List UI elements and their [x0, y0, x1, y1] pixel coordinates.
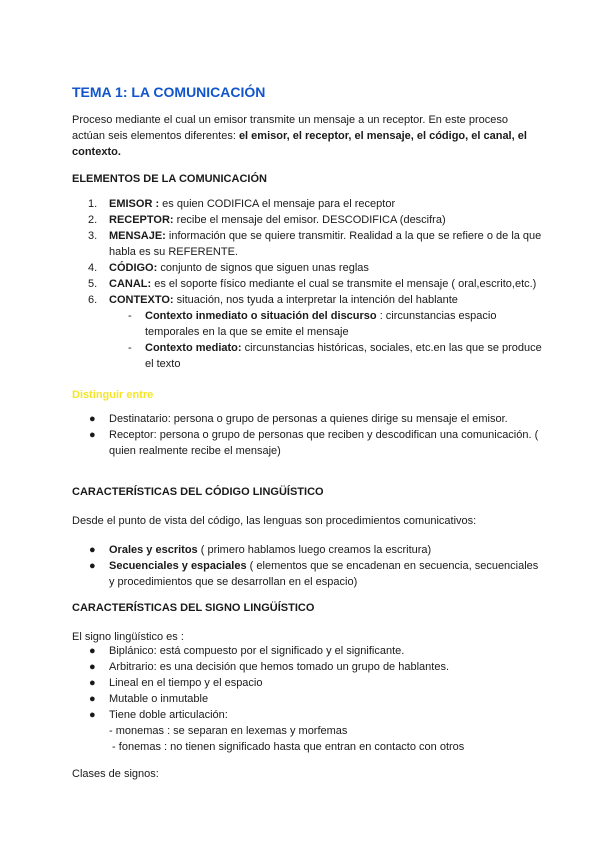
item-text: recibe el mensaje del emisor. DESCODIFICA (descifra): [173, 214, 446, 226]
code-list: [72, 542, 542, 590]
intro-paragraph: [72, 112, 542, 160]
distinguish-heading: Distinguir entre: [72, 389, 154, 401]
item-term: RECEPTOR:: [109, 214, 174, 226]
list-item: [72, 260, 542, 276]
bullet-icon: ●: [89, 413, 96, 425]
page-title: TEMA 1: LA COMUNICACIÓN: [72, 84, 266, 100]
intro-bold: el emisor, el receptor, el mensaje, el código, el canal, el contexto.: [72, 130, 527, 158]
sign-intro: El signo lingüístico es :: [72, 631, 184, 643]
list-item: [72, 276, 542, 292]
sign-list: [72, 643, 542, 755]
sub-item-term: Contexto inmediato o situación del discurso: [145, 310, 377, 322]
list-item: [72, 196, 542, 212]
code-heading: CARACTERÍSTICAS DEL CÓDIGO LINGÜÍSTICO: [72, 486, 324, 498]
sub-item-text: circunstancias históricas, sociales, etc.en las que se produce el texto: [145, 342, 542, 370]
bullet-icon: ●: [89, 677, 96, 689]
sub-item-term: Contexto mediato:: [145, 342, 242, 354]
list-item: [72, 212, 542, 228]
item-number: 5.: [88, 278, 98, 290]
item-term: Orales y escritos: [109, 544, 198, 556]
elements-list: [72, 196, 542, 372]
classes-heading: Clases de signos:: [72, 768, 159, 780]
articulation-fonemas: - fonemas : no tienen significado hasta que entran en contacto con otros: [109, 741, 465, 753]
list-item: [72, 675, 542, 691]
bullet-icon: ●: [89, 709, 96, 721]
list-item: [72, 542, 542, 558]
item-text: Destinatario: persona o grupo de personas a quienes dirige su mensaje el emisor.: [109, 413, 508, 425]
item-number: 1.: [88, 198, 98, 210]
sub-item-text: : circunstancias espacio temporales en la que se emite el mensaje: [145, 310, 497, 338]
list-item: [72, 292, 542, 308]
item-number: 3.: [88, 230, 98, 242]
item-text: Biplánico: está compuesto por el significado y el significante.: [109, 645, 405, 657]
item-text: Mutable o inmutable: [109, 693, 209, 705]
list-item: [72, 427, 542, 459]
list-item: [72, 691, 542, 707]
list-item: [72, 707, 542, 723]
item-term: CONTEXTO:: [109, 294, 174, 306]
item-term: Secuenciales y espaciales: [109, 560, 247, 572]
item-term: CÓDIGO:: [109, 262, 158, 274]
item-text: Lineal en el tiempo y el espacio: [109, 677, 263, 689]
sub-list-item: [72, 340, 542, 372]
bullet-icon: ●: [89, 544, 96, 556]
list-item: [72, 558, 542, 590]
item-term: MENSAJE:: [109, 230, 166, 242]
item-text: es el soporte físico mediante el cual se transmite el mensaje ( oral,escrito,etc.): [151, 278, 537, 290]
item-term: EMISOR :: [109, 198, 160, 210]
bullet-icon: ●: [89, 645, 96, 657]
item-number: 6.: [88, 294, 98, 306]
item-number: 4.: [88, 262, 98, 274]
list-item: [72, 411, 542, 427]
dash-marker: -: [128, 342, 132, 354]
item-number: 2.: [88, 214, 98, 226]
code-intro: Desde el punto de vista del código, las lenguas son procedimientos comunicativos:: [72, 515, 477, 527]
list-item: [72, 228, 542, 260]
item-text: situación, nos tyuda a interpretar la intención del hablante: [173, 294, 458, 306]
dash-marker: -: [128, 310, 132, 322]
bullet-icon: ●: [89, 429, 96, 441]
item-text: es quien CODIFICA el mensaje para el receptor: [159, 198, 396, 210]
item-text: conjunto de signos que siguen unas reglas: [157, 262, 369, 274]
bullet-icon: ●: [89, 693, 96, 705]
item-text: ( primero hablamos luego creamos la escritura): [197, 544, 432, 556]
articulation-monemas: - monemas : se separan en lexemas y morfemas: [109, 725, 348, 737]
bullet-icon: ●: [89, 661, 96, 673]
item-term: CANAL:: [109, 278, 152, 290]
item-text: información que se quiere transmitir. Realidad a la que se refiere o de la que habla es su REFERENTE.: [109, 230, 542, 258]
bullet-icon: ●: [89, 560, 96, 572]
sub-list-item: [72, 308, 542, 340]
elements-heading: ELEMENTOS DE LA COMUNICACIÓN: [72, 173, 267, 185]
item-text: Receptor: persona o grupo de personas que reciben y descodifican una comunicación. ( quien realmente recibe el mensaje): [109, 429, 539, 457]
list-item: [72, 659, 542, 675]
item-text: Arbitrario: es una decisión que hemos tomado un grupo de hablantes.: [109, 661, 449, 673]
list-item: [72, 643, 542, 659]
intro-text: Proceso mediante el cual un emisor transmite un mensaje a un receptor. En este proceso actúan seis elementos diferentes:: [72, 114, 508, 142]
item-text: Tiene doble articulación:: [109, 709, 228, 721]
sign-heading: CARACTERÍSTICAS DEL SIGNO LINGÜÍSTICO: [72, 602, 315, 614]
item-text: ( elementos que se encadenan en secuencia, secuenciales y procedimientos que se desarrollan en el espacio): [109, 560, 539, 588]
distinguish-list: [72, 411, 542, 459]
